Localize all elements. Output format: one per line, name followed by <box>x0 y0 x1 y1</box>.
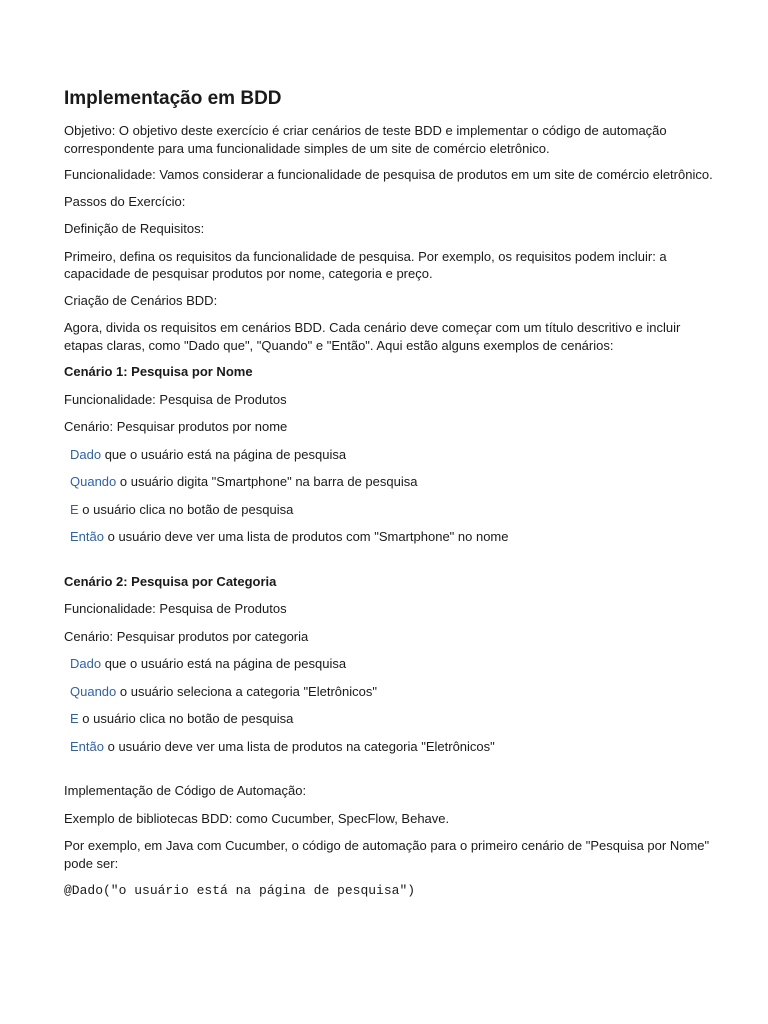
scenario-feature: Funcionalidade: Pesquisa de Produtos <box>64 601 287 616</box>
scenario-step <box>70 738 714 756</box>
spacer <box>64 556 714 573</box>
scenario-step <box>70 446 714 464</box>
scenario-step <box>70 528 714 546</box>
scenario-heading: Cenário 1: Pesquisa por Nome <box>64 364 253 379</box>
scenario-creation-heading: Criação de Cenários BDD: <box>64 292 218 308</box>
scenario-feature: Funcionalidade: Pesquisa de Produtos <box>64 391 287 407</box>
step-text: o usuário deve ver uma lista de produtos com "Smartphone" no nome <box>103 529 509 544</box>
scenario-title: Cenário: Pesquisar produtos por nome <box>64 419 288 434</box>
implementation-heading: Implementação de Código de Automação: <box>64 783 307 798</box>
scenario-heading: Cenário 2: Pesquisa por Categoria <box>64 573 277 589</box>
scenario-step <box>70 473 714 491</box>
libraries-paragraph: Exemplo de bibliotecas BDD: como Cucumber, SpecFlow, Behave. <box>64 810 450 826</box>
scenario-block <box>64 573 714 756</box>
scenario-step <box>70 710 714 728</box>
scenario-step <box>70 655 714 673</box>
step-text: o usuário deve ver uma lista de produtos na categoria "Eletrônicos" <box>103 738 495 754</box>
code-snippet: @Dado("o usuário está na página de pesquisa") <box>64 883 416 898</box>
step-text: o usuário clica no botão de pesquisa <box>78 711 294 726</box>
step-text: que o usuário está na página de pesquisa <box>101 656 347 671</box>
step-text: o usuário digita "Smartphone" na barra de pesquisa <box>116 474 418 489</box>
step-keyword: Dado <box>70 446 102 462</box>
step-text: o usuário seleciona a categoria "Eletrônicos" <box>116 683 377 699</box>
step-keyword: Quando <box>70 474 117 489</box>
step-text: que o usuário está na página de pesquisa <box>101 446 347 462</box>
scenario-step <box>70 501 714 519</box>
requirements-heading: Definição de Requisitos: <box>64 221 205 236</box>
step-keyword: Quando <box>70 683 117 699</box>
step-keyword: Dado <box>70 656 102 671</box>
requirements-paragraph: Primeiro, defina os requisitos da funcionalidade de pesquisa. Por exemplo, os requisitos podem incluir: a capacidade de pesquisar produtos por nome, categoria e preço. <box>64 248 667 281</box>
scenario-intro-paragraph: Agora, divida os requisitos em cenários BDD. Cada cenário deve começar com um título descritivo e incluir etapas claras, como "Dado que", "Quando" e "Então". Aqui estão alguns exemplos de cenários: <box>64 320 681 353</box>
scenario-step <box>70 683 714 701</box>
steps-heading: Passos do Exercício: <box>64 193 186 209</box>
document-page <box>64 86 714 899</box>
scenario-title: Cenário: Pesquisar produtos por categoria <box>64 628 309 644</box>
step-keyword: Então <box>70 738 104 754</box>
scenario-block <box>64 363 714 546</box>
document-title: Implementação em BDD <box>64 88 282 109</box>
step-keyword: Então <box>70 529 104 544</box>
step-text: o usuário clica no botão de pesquisa <box>78 501 294 517</box>
objective-paragraph: Objetivo: O objetivo deste exercício é criar cenários de teste BDD e implementar o código de automação correspondente para uma funcionalidade simples de um site de comércio eletrônico. <box>64 123 667 156</box>
example-paragraph: Por exemplo, em Java com Cucumber, o código de automação para o primeiro cenário de "Pesquisa por Nome" pode ser: <box>64 838 710 871</box>
spacer <box>64 765 714 782</box>
step-keyword: E <box>70 711 79 726</box>
step-keyword: E <box>70 501 79 517</box>
feature-paragraph: Funcionalidade: Vamos considerar a funcionalidade de pesquisa de produtos em um site de comércio eletrônico. <box>64 167 713 182</box>
